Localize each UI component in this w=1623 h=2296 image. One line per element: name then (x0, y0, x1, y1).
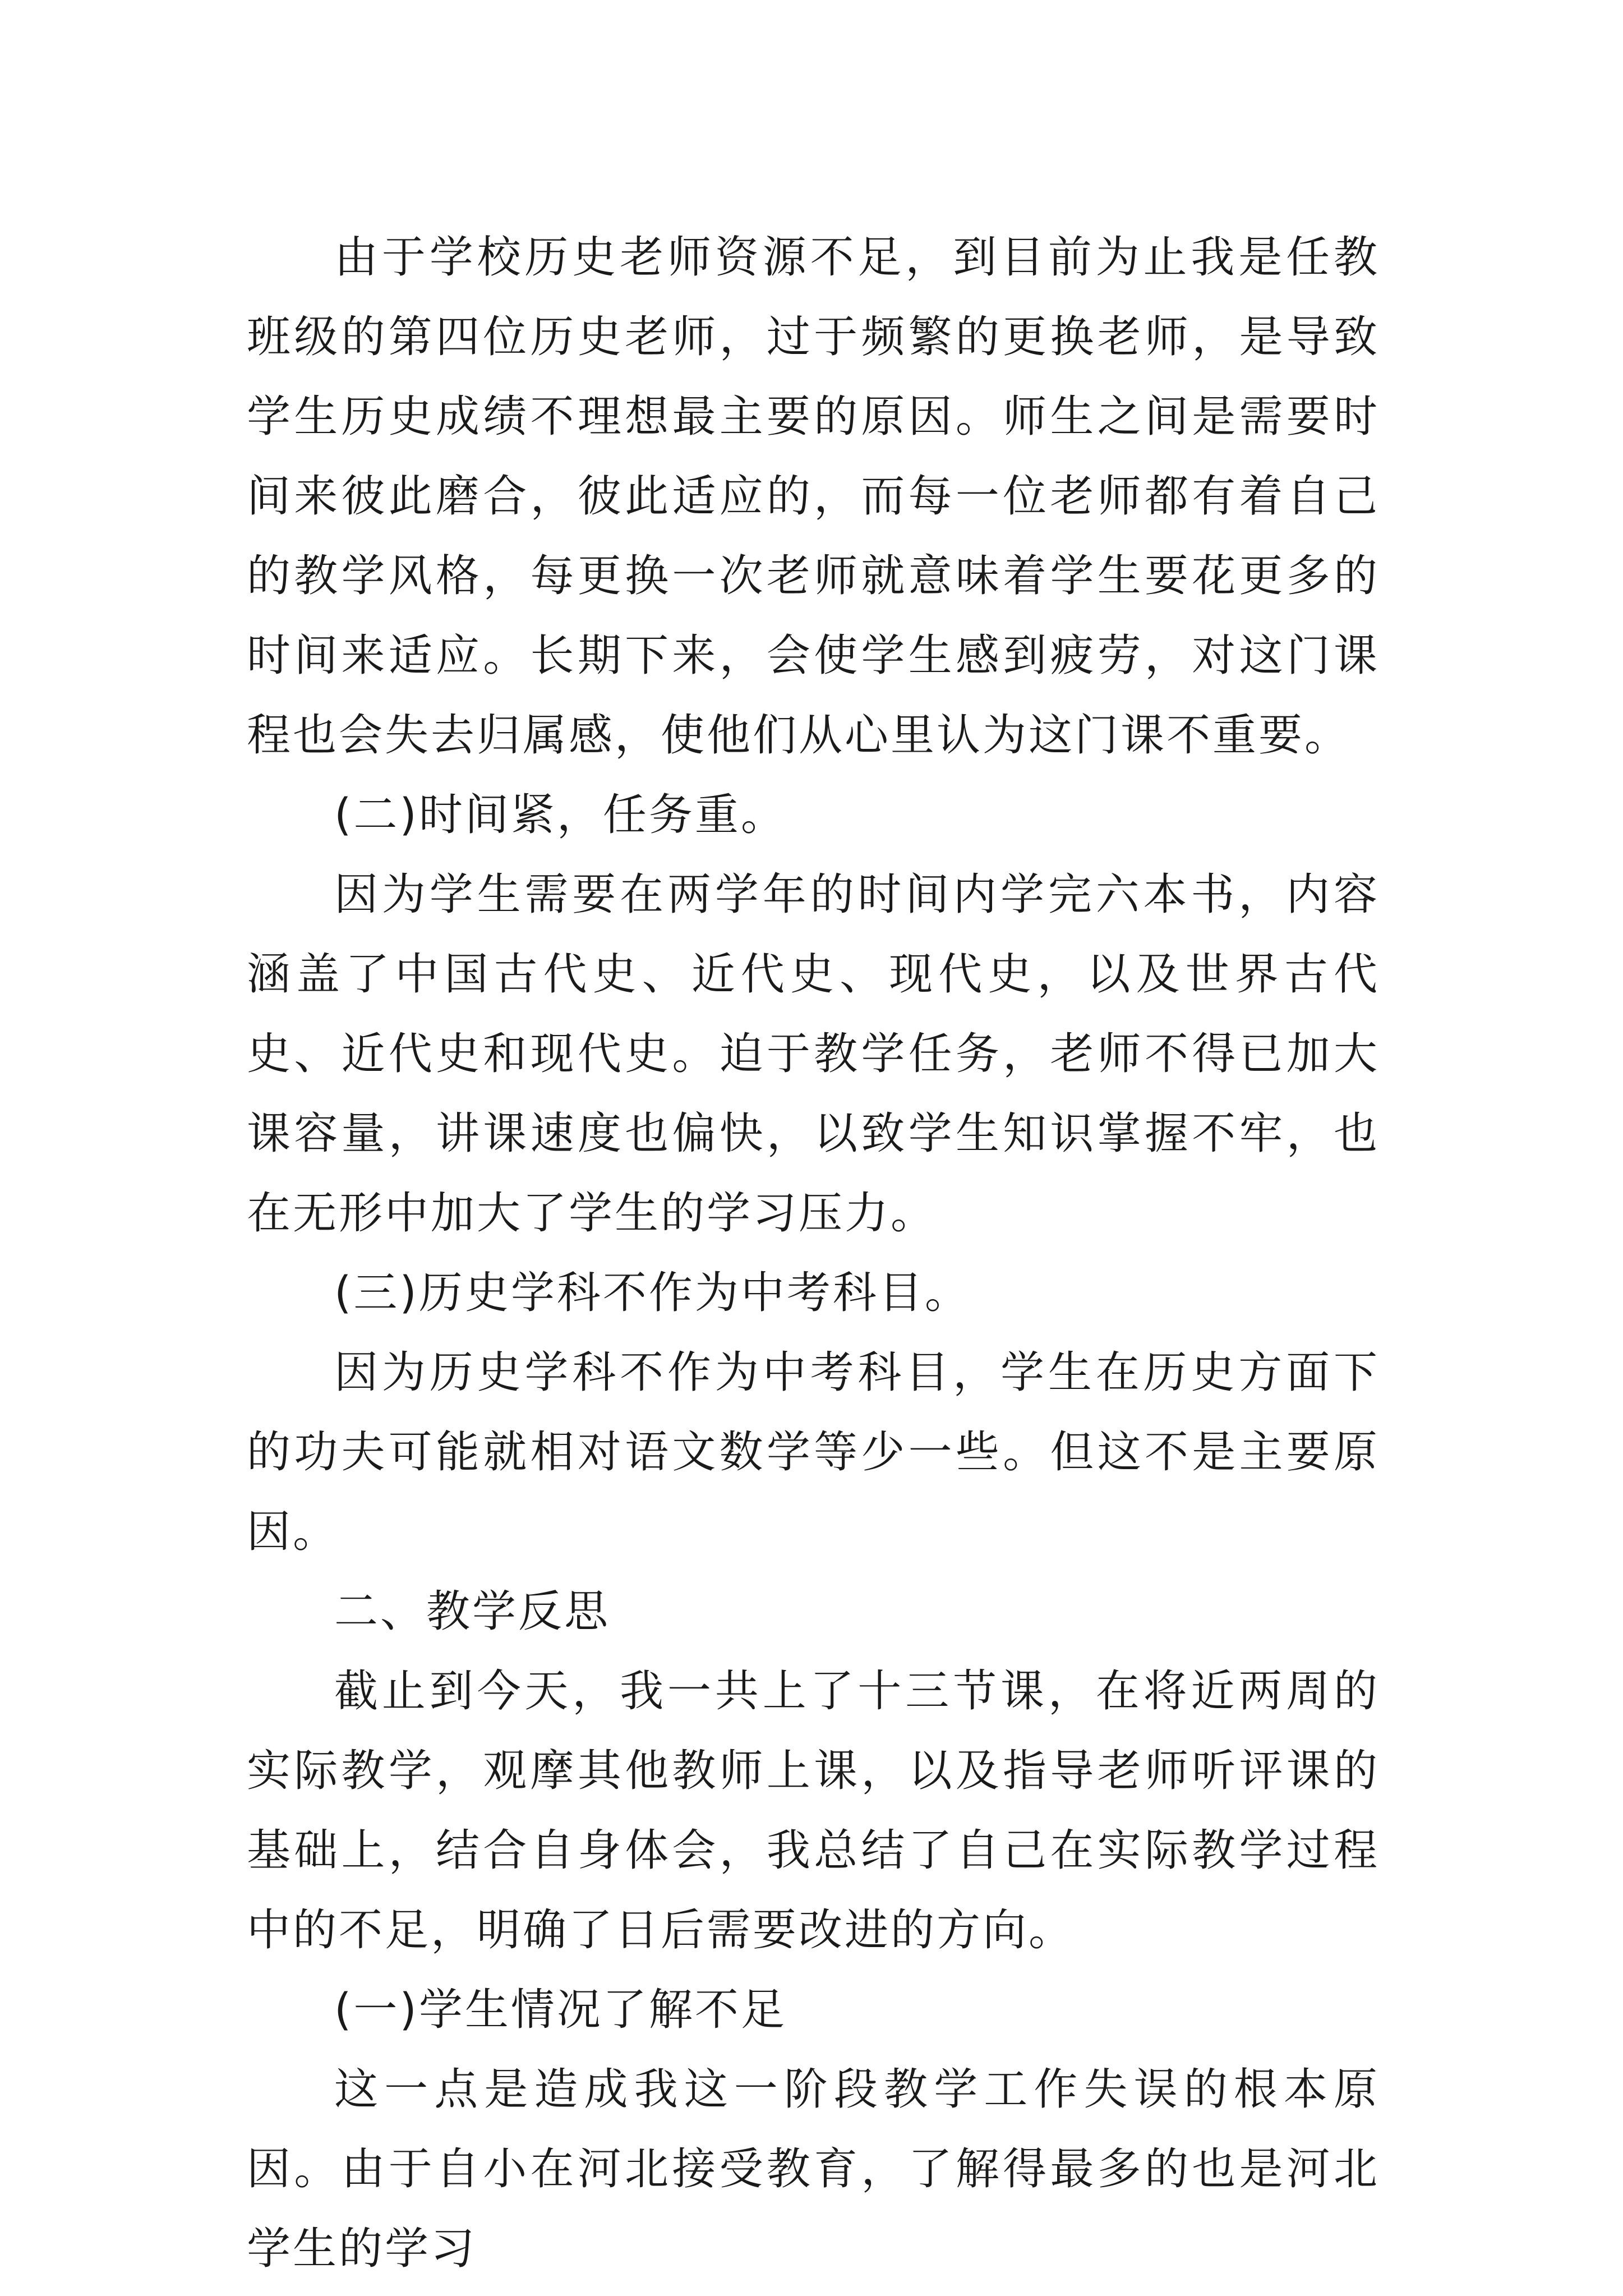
heading-not-exam-subject: (三)历史学科不作为中考科目。 (334, 1268, 971, 1318)
paragraph-teacher-turnover: 由于学校历史老师资源不足，到目前为止我是任教班级的第四位历史老师，过于频繁的更换老师，是导致学生历史成绩不理想最主要的原因。师生之间是需要时间来彼此磨合，彼此适应的，而每一位老师都有着自己的教学风格，每更换一次老师就意味着学生要花更多的时间来适应。长期下来，会使学生感到疲劳，对这门课程也会失去归属感，使他们从心里认为这门课不重要。 (247, 232, 1380, 761)
heading-time-pressure: (二)时间紧，任务重。 (334, 790, 787, 840)
heading-student-understanding: (一)学生情况了解不足 (334, 1985, 787, 2035)
paragraph-time-pressure: 因为学生需要在两学年的时间内学完六本书，内容涵盖了中国古代史、近代史、现代史，以及世界古代史、近代史和现代史。迫于教学任务，老师不得已加大课容量，讲课速度也偏快，以致学生知识掌握不牢，也在无形中加大了学生的学习压力。 (247, 869, 1380, 1239)
paragraph-student-understanding: 这一点是造成我这一阶段教学工作失误的根本原因。由于自小在河北接受教育，了解得最多的也是河北学生的学习 (247, 2064, 1380, 2274)
paragraph-teaching-reflection: 截止到今天，我一共上了十三节课，在将近两周的实际教学，观摩其他教师上课，以及指导老师听评课的基础上，结合自身体会，我总结了自己在实际教学过程中的不足，明确了日后需要改进的方向。 (247, 1666, 1380, 1955)
body-text (247, 218, 1380, 2289)
paragraph-not-exam-subject: 因为历史学科不作为中考科目，学生在历史方面下的功夫可能就相对语文数学等少一些。但这不是主要原因。 (247, 1347, 1380, 1557)
heading-teaching-reflection: 二、教学反思 (334, 1586, 611, 1637)
